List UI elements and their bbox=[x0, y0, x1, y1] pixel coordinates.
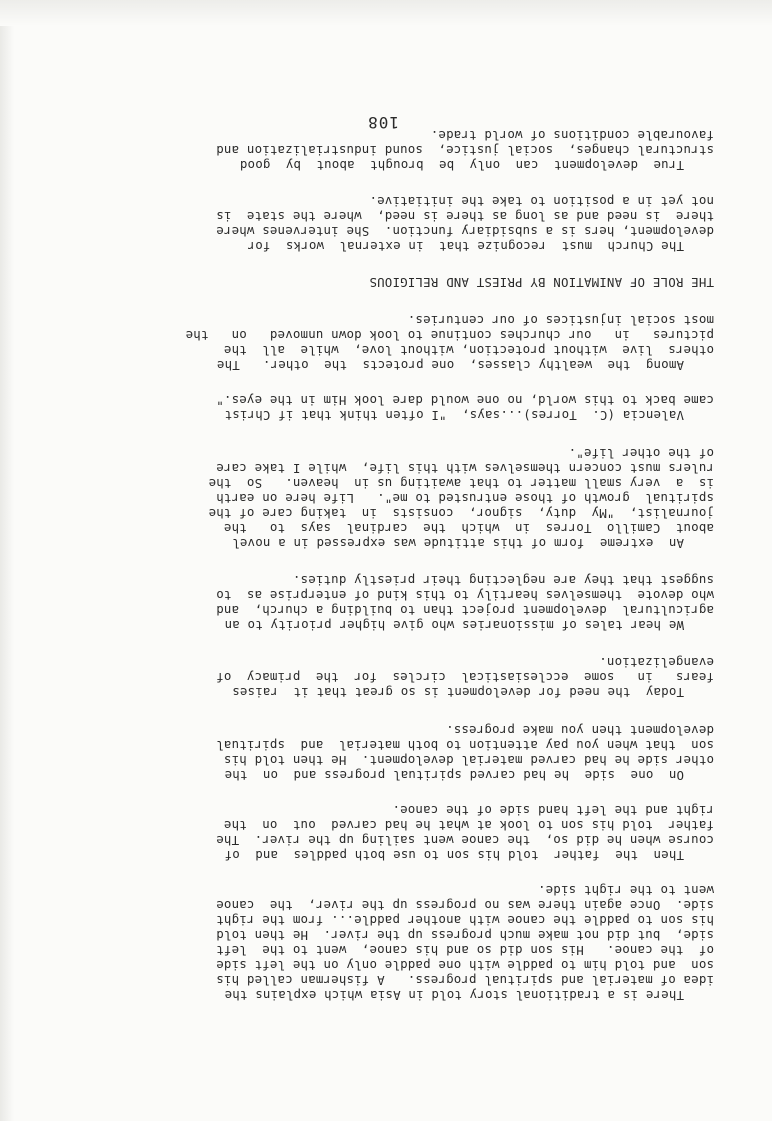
paragraph-9 bbox=[52, 194, 714, 254]
text-line: structural changes, social justice, sound industrialization and bbox=[216, 143, 714, 158]
text-line: True development can only be brought about by good bbox=[239, 158, 684, 173]
paragraph-7 bbox=[52, 393, 714, 423]
text-line: course when he did so, the canoe went sailing up the river. The bbox=[216, 833, 714, 848]
text-line: father told his son to look at what he had carved out on the bbox=[223, 818, 714, 833]
page-number: 108 bbox=[367, 113, 399, 132]
text-line: of the other life". bbox=[568, 446, 714, 461]
text-line: others live without protection, without love, while all the bbox=[223, 343, 714, 358]
text-line: There is a traditional story told in Asia which explains the bbox=[224, 988, 684, 1003]
paragraph-2 bbox=[52, 803, 714, 863]
text-line: evangelization. bbox=[599, 655, 714, 670]
paragraph-4 bbox=[52, 655, 714, 700]
page-edge-shadow bbox=[0, 0, 14, 1121]
text-line: went to the right side. bbox=[537, 883, 714, 898]
text-line: right and the left hand side of the canoe. bbox=[392, 803, 714, 818]
text-line: An extreme form of this attitude was expressed in a novel bbox=[232, 536, 684, 551]
paragraph-3 bbox=[52, 723, 714, 783]
text-line: rulers must concern themselves with this life, while I take care bbox=[216, 461, 714, 476]
text-line: about Camillo Torres in which the cardinal says to the bbox=[223, 521, 714, 536]
paragraph-5 bbox=[52, 573, 714, 633]
text-line: his son to paddle the canoe with another paddle... from the right bbox=[216, 913, 714, 928]
section-heading: THE ROLE OF ANIMATION BY PRIEST AND RELIGIOUS bbox=[369, 275, 714, 290]
text-line: fears in some ecclesiastical circles for the primacy of bbox=[216, 670, 714, 685]
text-line: journalist, "My duty, signor, consists in taking care of the bbox=[208, 506, 714, 521]
text-line: of the canoe. His son did so and his canoe, went to the left bbox=[216, 943, 714, 958]
text-line: Valencia (C. Torres)...says, "I often think that if Christ bbox=[224, 408, 684, 423]
text-line: pictures in our churches continue to look down unmoved on the bbox=[185, 328, 714, 343]
text-line: came back to this world, no one would dare look Him in the eyes." bbox=[216, 393, 714, 408]
text-line: there is need and as long as there is need, where the state is bbox=[216, 209, 714, 224]
paragraph-1 bbox=[52, 883, 714, 1003]
paragraph-8 bbox=[52, 313, 714, 373]
text-line: spiritual growth of those entrusted to me". Life here on earth bbox=[216, 491, 714, 506]
text-line: son that when you pay attention to both material and spiritual bbox=[216, 738, 714, 753]
text-line: Among the wealthy classes, one protects the other. The bbox=[216, 358, 684, 373]
page-bottom-shadow bbox=[0, 0, 772, 26]
text-line: favourable conditions of world trade. bbox=[430, 128, 714, 143]
text-line: development then you make progress. bbox=[445, 723, 714, 738]
text-line: son and told him to paddle with one paddle only on the left side bbox=[216, 958, 714, 973]
text-line: Today the need for development is so great that it raises bbox=[232, 685, 684, 700]
text-line: suggest that they are neglecting their priestly duties. bbox=[292, 573, 714, 588]
text-line: agricultural development project than to building a church, and bbox=[216, 603, 714, 618]
text-line: We hear tales of missionaries who give higher priority to an bbox=[224, 618, 684, 633]
text-line: development, hers is a subsidiary function. She intervenes where bbox=[216, 224, 714, 239]
paragraph-6 bbox=[52, 446, 714, 551]
text-line: not yet in a position to take the initiative. bbox=[369, 194, 714, 209]
text-line: most social injustices of our centuries. bbox=[407, 313, 714, 328]
text-line: side, but did not make much progress up the river. He then told bbox=[216, 928, 714, 943]
text-line: is a very small matter to that awaiting us in heaven. So the bbox=[208, 476, 714, 491]
text-line: On one side he had carved spiritual progress and on the bbox=[224, 768, 684, 783]
text-line: other side he had carved material development. He then told his bbox=[223, 753, 714, 768]
text-line: idea of material and spiritual progress. A fisherman called his bbox=[216, 973, 714, 988]
paragraph-10 bbox=[52, 128, 714, 173]
text-line: who devote themselves heartily to this kind of enterprise as to bbox=[216, 588, 714, 603]
text-line: The Church must recognize that in external works for bbox=[247, 239, 684, 254]
text-line: side. Once again there was no progress up the river, the canoe bbox=[216, 898, 714, 913]
text-line: Then the father told his son to use both paddles and of bbox=[224, 848, 684, 863]
